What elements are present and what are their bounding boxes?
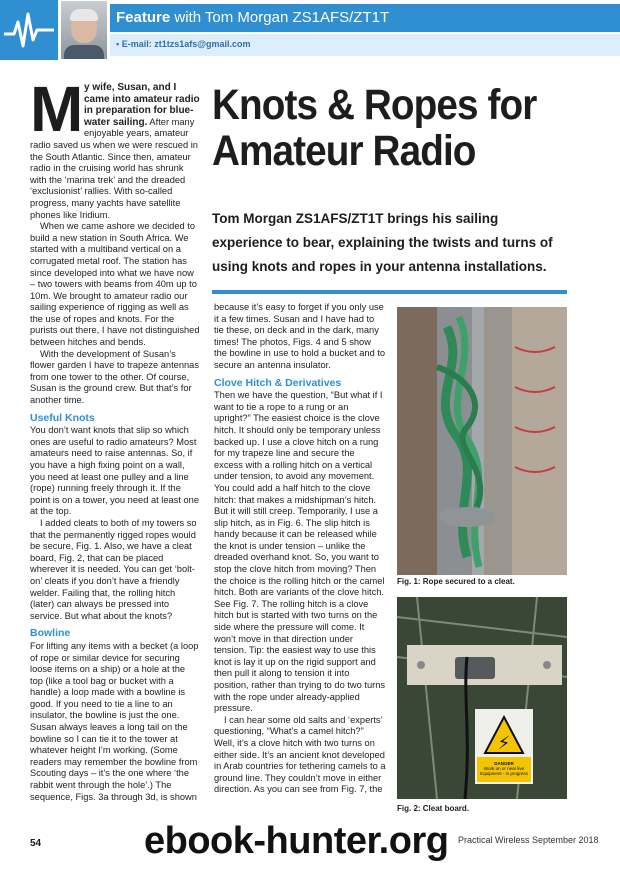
lead-paragraph: My wife, Susan, and I came into amateur radio in preparation for blue-water sailing. After many enjoyable years, amateur radio saved us when we were rescued in the South Atlantic. Since then, amateur radio in the cruising world has shrunk with the ‘marina trek’ and the dreaded ‘exclusionist’ rallies. With so-called progress, many yachts have satellite phones like Iridium. <box>30 73 200 220</box>
magazine-footer: Practical Wireless September 2018 <box>458 835 599 845</box>
paragraph: With the development of Susan’s flower garden I have to trapeze antennas from one tower to the other. Of course, Susan is the ground crew. But that’s for another time. <box>30 348 200 406</box>
paragraph: You don’t want knots that slip so which ones are useful to radio amateurs? Most amateurs need to raise antennas. So, if you have a high fixing point on a wall, you need at least one pulley and a line (rope) running freely through it. If the point is on a tower, you need at least one at the top. <box>30 425 200 517</box>
figure-2-caption: Fig. 2: Cleat board. <box>397 804 470 813</box>
danger-sign-text: DANGER Work on or near live Equipment - in progress <box>480 761 528 776</box>
svg-text:⚡: ⚡ <box>497 733 511 754</box>
drop-cap: M <box>30 73 84 145</box>
section-heading-bowline: Bowline <box>30 627 71 640</box>
figure-1-caption: Fig. 1: Rope secured to a cleat. <box>397 577 515 586</box>
author-email[interactable]: ▪ E-mail: zt1tzs1afs@gmail.com <box>116 39 251 49</box>
article-column-1 <box>30 73 200 803</box>
article-title: Knots & Ropes for Amateur Radio <box>212 81 537 175</box>
paragraph: Then we have the question, “But what if I want to tie a rope to a rung or an upright?” The easiest choice is the clove hitch. It should only be temporary unless backed up. I use a clove hitch on a rung for my trapeze line and secure the excess with a rolling hitch on a vertical under tension, to avoid any movement. You could add a half hitch to the clove hitch: that makes a midshipman’s hitch. But it will still creep. Temporarily, I use a slip hitch, as in Fig. 6. The slip hitch is handy because it can be released while the knot is under tension – unlike the dreaded overhand knot. So, you want to stop the clove hitch from moving? Then the choice is the rolling hitch or the camel hitch. Both are variants of the clove hitch. See Fig. 7. The rolling hitch is a clove hitch but is started with two turns on the side where the pressure will come. It won’t move in that direction under tension. Tip: the easiest way to use this knot is lay it up on the rigid support and then pull it along to tension it into position, rather than trying to do two turns with the rope under already-applied pressure. <box>214 390 386 714</box>
figure-2-photo <box>397 597 567 799</box>
watermark: ebook-hunter.org <box>144 820 449 862</box>
feature-header <box>0 0 620 60</box>
paragraph: I can hear some old salts and ‘experts’ questioning, “What’s a camel hitch?” Well, it’s a clove hitch with two turns on either side. It’s an ancient knot developed in Arab countries for tethering camels to a ground line. They couldn’t move in either direction. As you can see from Fig. 7, the <box>214 714 386 795</box>
article-standfirst: Tom Morgan ZS1AFS/ZT1T brings his sailing experience to bear, explaining the twists and turns of using knots and ropes in your antenna installations. <box>212 211 553 274</box>
title-rule <box>212 290 567 294</box>
article-column-2 <box>214 302 386 796</box>
paragraph: I added cleats to both of my towers so that the permanently rigged ropes would be secure, Fig. 1. Also, we have a cleat board, Fig. 2, that can be placed wherever it is needed. You can get ‘bolt-on’ cleats if you don’t have a friendly welder. Failing that, the rolling hitch (later) can always be pressed into service. But what about the knots? <box>30 517 197 621</box>
paragraph: For lifting any items with a becket (a loop of rope or similar device for securing loose items on a ship) or a hole at the top (like a tool bag or bucket with a handle) a loop made with a bowline is good. If you need to tie a line to an insulator, the bowline is just the one. Susan always leaves a long tail on the bowline so I can tie it to the tower at whatever height I’m working. (Some readers may remember the bowline from Scouting days – it’s the one where ‘the rabbit went through the hole’.) The sequence, Figs. 3a through 3d, is shown <box>30 640 199 802</box>
figure-1-photo <box>397 307 567 575</box>
section-heading-clove-hitch: Clove Hitch & Derivatives <box>214 376 342 389</box>
feature-title: Feature with Tom Morgan ZS1AFS/ZT1T <box>116 9 390 26</box>
page-number: 54 <box>30 838 42 849</box>
pulse-logo-icon <box>0 0 58 60</box>
author-photo <box>61 1 107 59</box>
paragraph: When we came ashore we decided to build a new station in South Africa. We started with a multiband vertical on a corrugated metal roof. The station has since developed into what we have now – two towers with beams from 40m up to 10m. We brought to amateur radio our sailing experience of rigging as well as the use of ropes and knots. For the purists out there, I have not distinguished between hitches and bends. <box>30 221 200 348</box>
paragraph: because it’s easy to forget if you only use it a few times. Susan and I have had to tie these, on deck and in the dark, many times! The photos, Figs. 4 and 5 show the bowline in use to hold a bucket and to secure an antenna insulator. <box>214 302 386 370</box>
section-heading-useful-knots: Useful Knots <box>30 411 95 424</box>
